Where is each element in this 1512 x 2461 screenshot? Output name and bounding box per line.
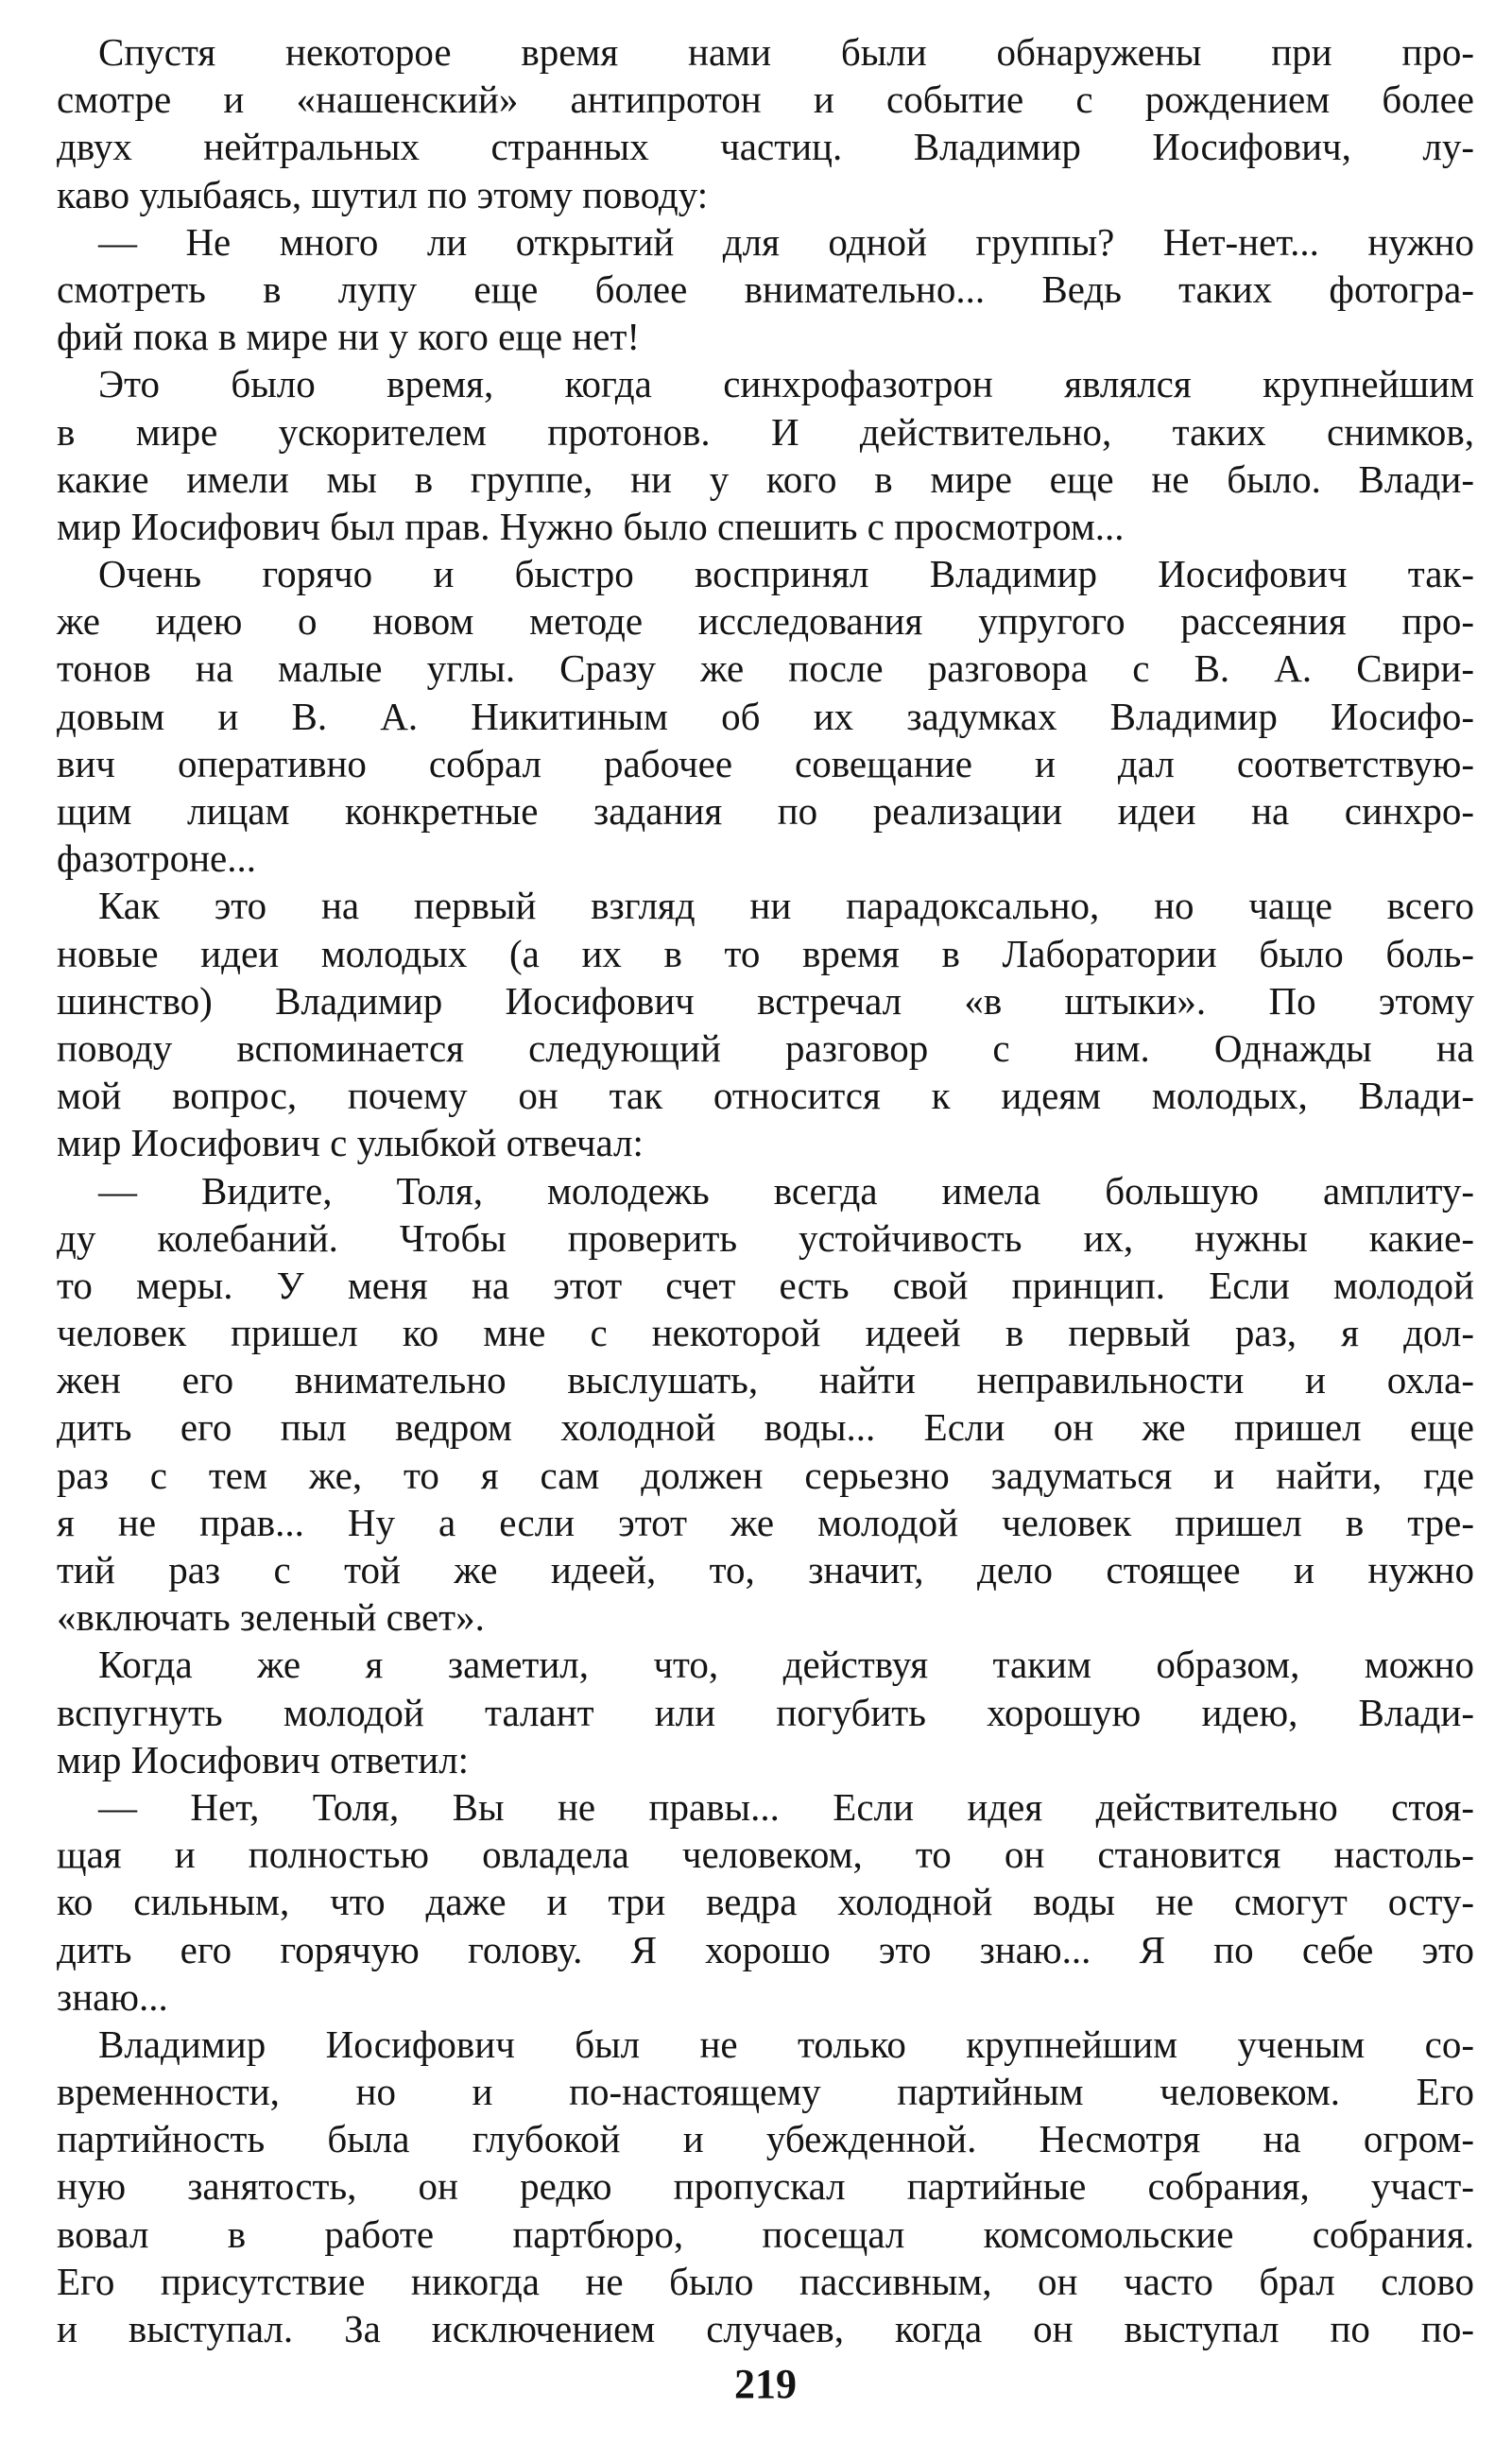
text-line: щая и полностью овладела человеком, то он становится настоль- bbox=[57, 1833, 1474, 1877]
text-line: партийность была глубокой и убежденной. Несмотря на огром- bbox=[57, 2117, 1474, 2161]
text-line: Спустя некоторое время нами были обнаружены при про- bbox=[98, 30, 1474, 74]
text-line: Его присутствие никогда не было пассивным, он часто брал слово bbox=[57, 2259, 1474, 2303]
text-line: «включать зеленый свет». bbox=[57, 1595, 485, 1640]
text-line: дить его горячую голову. Я хорошо это знаю... Я по себе это bbox=[57, 1927, 1474, 1971]
text-line: шинство) Владимир Иосифович встречал «в штыки». По этому bbox=[57, 978, 1474, 1023]
text-line: фазотроне... bbox=[57, 836, 256, 881]
text-line: Когда же я заметил, что, действуя таким образом, можно bbox=[98, 1643, 1474, 1687]
text-line: в мире ускорителем протонов. И действительно, таких снимков, bbox=[57, 409, 1474, 454]
text-line: знаю... bbox=[57, 1974, 168, 2019]
text-line: мир Иосифович с улыбкой отвечал: bbox=[57, 1121, 644, 1165]
text-line: фий пока в мире ни у кого еще нет! bbox=[57, 315, 641, 359]
text-line: я не прав... Ну а если этот же молодой человек пришел в тре- bbox=[57, 1500, 1474, 1544]
text-line: двух нейтральных странных частиц. Владимир Иосифович, лу- bbox=[57, 125, 1474, 169]
text-line: тий раз с той же идеей, то, значит, дело стоящее и нужно bbox=[57, 1548, 1474, 1592]
text-line: вовал в работе партбюро, посещал комсомольские собрания. bbox=[57, 2211, 1474, 2256]
text-line: вспугнуть молодой талант или погубить хорошую идею, Влади- bbox=[57, 1690, 1474, 1734]
text-line: раз с тем же, то я сам должен серьезно задуматься и найти, где bbox=[57, 1453, 1474, 1497]
text-line: поводу вспоминается следующий разговор с ним. Однажды на bbox=[57, 1025, 1474, 1070]
text-line: каво улыбаясь, шутил по этому поводу: bbox=[57, 172, 709, 216]
text-line: и выступал. За исключением случаев, когда он выступал по по- bbox=[57, 2307, 1474, 2350]
body-text bbox=[57, 28, 1474, 2352]
text-line: щим лицам конкретные задания по реализации идеи на синхро- bbox=[57, 789, 1474, 833]
text-line: Как это на первый взгляд ни парадоксально, но чаще всего bbox=[98, 884, 1474, 928]
text-line: ную занятость, он редко пропускал партийные собрания, участ- bbox=[57, 2164, 1474, 2209]
text-line: дить его пыл ведром холодной воды... Если он же пришел еще bbox=[57, 1405, 1474, 1450]
text-line: мир Иосифович ответил: bbox=[57, 1737, 470, 1781]
text-line: — Не много ли открытий для одной группы? Нет-нет... нужно bbox=[98, 219, 1474, 264]
text-line: Владимир Иосифович был не только крупнейшим ученым со- bbox=[98, 2022, 1474, 2066]
text-line: — Видите, Толя, молодежь всегда имела большую амплиту- bbox=[98, 1168, 1474, 1213]
text-line: жен его внимательно выслушать, найти неправильности и охла- bbox=[57, 1358, 1474, 1403]
text-line: вич оперативно собрал рабочее совещание и дал соответствую- bbox=[57, 741, 1474, 785]
text-line: то меры. У меня на этот счет есть свой принцип. Если молодой bbox=[57, 1263, 1474, 1307]
text-line: какие имели мы в группе, ни у кого в мире еще не было. Влади- bbox=[57, 456, 1474, 501]
text-line: довым и В. А. Никитиным об их задумках Владимир Иосифо- bbox=[57, 694, 1474, 738]
text-line: ко сильным, что даже и три ведра холодной воды не смогут осту- bbox=[57, 1880, 1474, 1924]
text-line: ду колебаний. Чтобы проверить устойчивость их, нужны какие- bbox=[57, 1215, 1474, 1260]
text-line: мой вопрос, почему он так относится к идеям молодых, Влади- bbox=[57, 1074, 1474, 1118]
text-line: смотре и «нашенский» антипротон и событие с рождением более bbox=[57, 77, 1474, 122]
text-line: тонов на малые углы. Сразу же после разговора с В. А. Свири- bbox=[57, 646, 1474, 691]
text-line: мир Иосифович был прав. Нужно было спешить с просмотром... bbox=[57, 504, 1125, 548]
text-line: Очень горячо и быстро воспринял Владимир Иосифович так- bbox=[98, 552, 1474, 596]
book-page bbox=[57, 28, 1474, 2429]
page-number: 219 bbox=[734, 2361, 797, 2407]
text-line: человек пришел ко мне с некоторой идеей в первый раз, я дол- bbox=[57, 1311, 1474, 1355]
text-line: смотреть в лупу еще более внимательно... Ведь таких фотогра- bbox=[57, 267, 1474, 311]
text-line: временности, но и по-настоящему партийным человеком. Его bbox=[57, 2070, 1474, 2114]
text-line: же идею о новом методе исследования упругого рассеяния про- bbox=[57, 599, 1474, 644]
text-line: Это было время, когда синхрофазотрон являлся крупнейшим bbox=[98, 362, 1474, 406]
text-line: новые идеи молодых (а их в то время в Лаборатории было боль- bbox=[57, 931, 1474, 975]
text-line: — Нет, Толя, Вы не правы... Если идея действительно стоя- bbox=[98, 1784, 1474, 1829]
